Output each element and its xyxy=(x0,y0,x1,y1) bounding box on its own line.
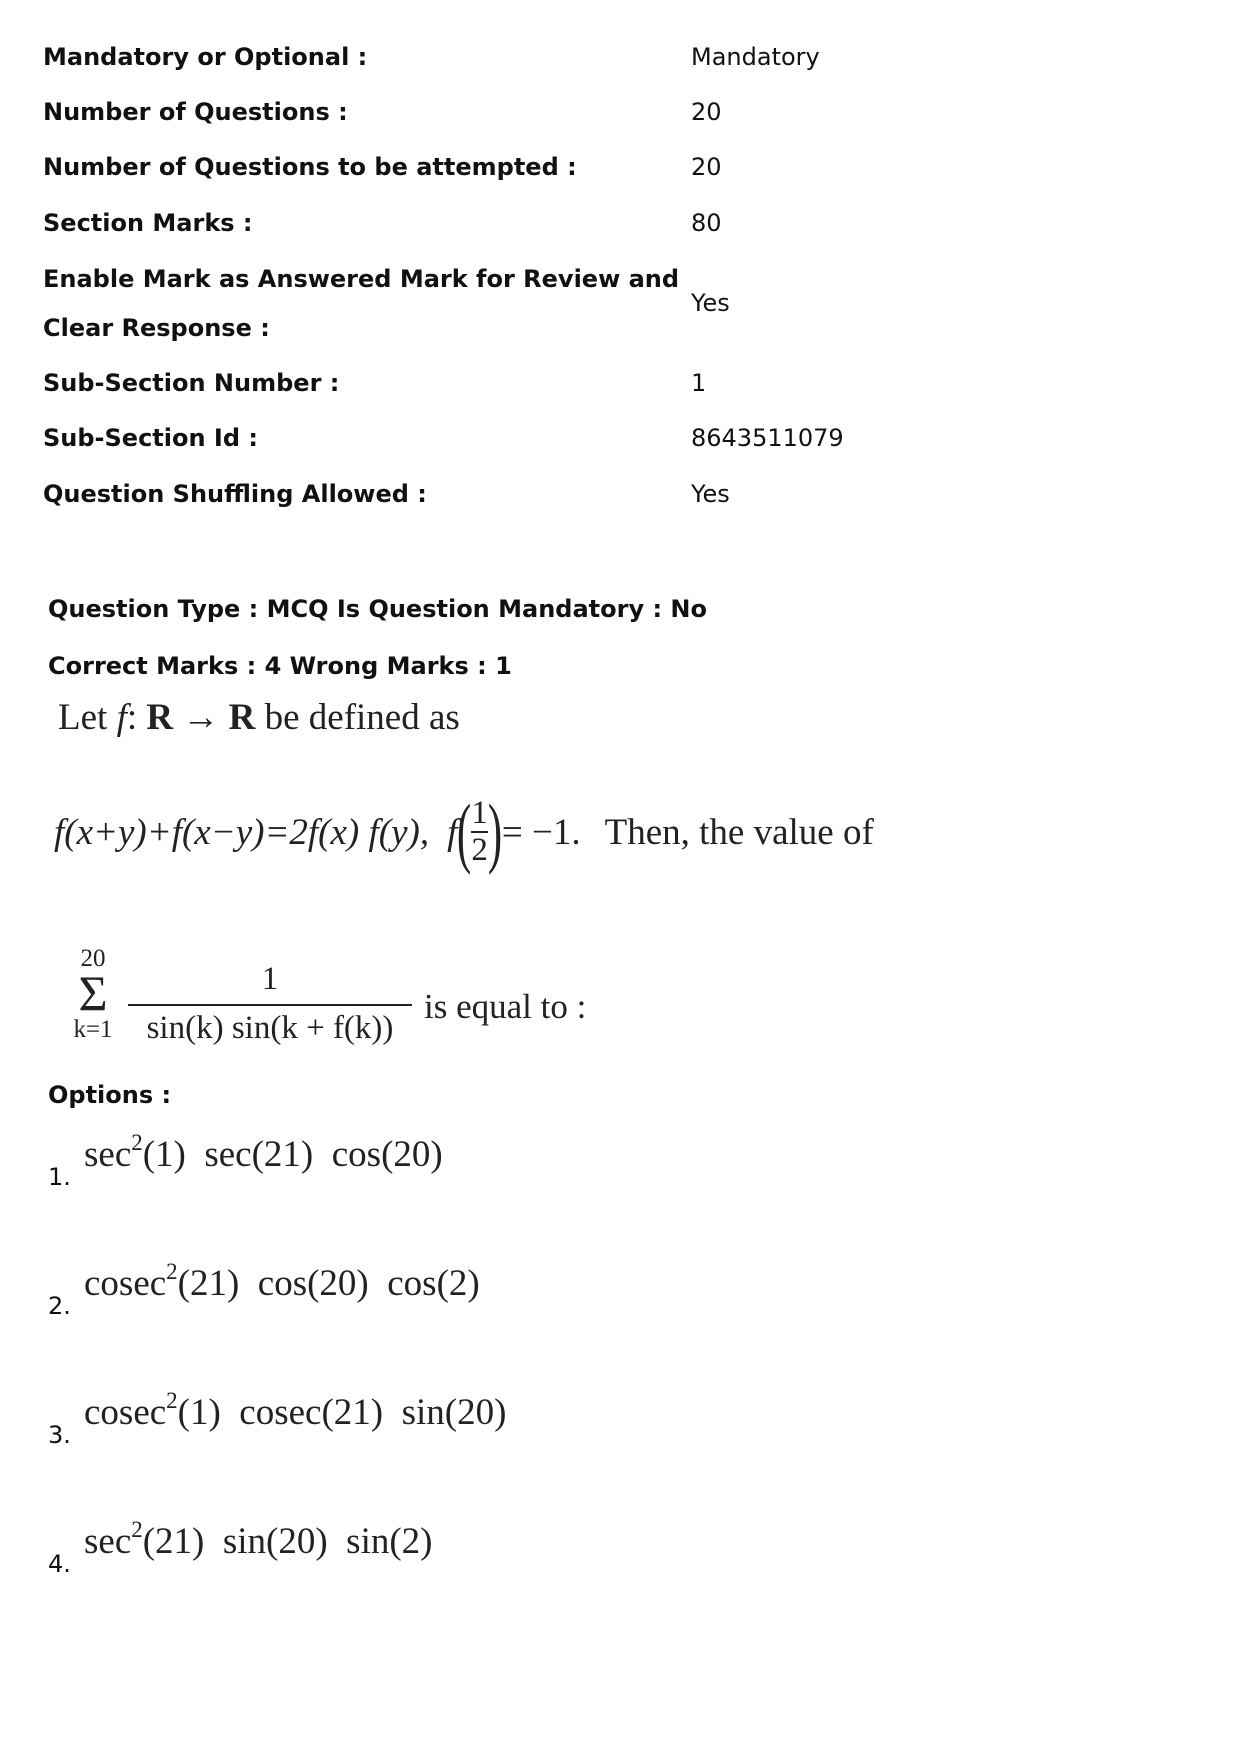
sum-lower-limit: k=1 xyxy=(73,1016,113,1043)
summation xyxy=(62,946,124,1046)
sum-fraction xyxy=(128,958,412,1050)
question-marks-line: Correct Marks : 4 Wrong Marks : 1 xyxy=(48,652,512,680)
option-rest: (1) sec(21) cos(20) xyxy=(142,1134,443,1175)
option-expression xyxy=(84,1258,480,1306)
option-number: 4. xyxy=(48,1550,71,1578)
option-fn: sec xyxy=(84,1134,132,1175)
info-value-subsection-id: 8643511079 xyxy=(691,424,844,452)
stem-colon: : xyxy=(126,697,138,738)
stem-domain: R xyxy=(146,697,174,738)
option-number: 1. xyxy=(48,1163,71,1191)
info-label-mandatory: Mandatory or Optional : xyxy=(43,43,368,71)
stem-then: Then, the value of xyxy=(604,811,874,853)
stem-defined-as: be defined as xyxy=(264,697,460,738)
half-numerator: 1 xyxy=(471,795,488,832)
fraction-half xyxy=(471,796,488,867)
info-label-subsection-number: Sub-Section Number : xyxy=(43,369,340,397)
option-number: 3. xyxy=(48,1421,71,1449)
question-type-line: Question Type : MCQ Is Question Mandatory : No xyxy=(48,595,707,623)
info-value-section-marks: 80 xyxy=(691,209,722,237)
f-half-value: = −1. xyxy=(501,811,581,853)
f-of-half-f: f xyxy=(447,811,458,853)
stem-f: f xyxy=(116,697,127,738)
option-rest: (21) cos(20) cos(2) xyxy=(177,1263,480,1304)
option-number: 2. xyxy=(48,1292,71,1320)
info-value-shuffling: Yes xyxy=(691,480,730,508)
info-value-enable-mark: Yes xyxy=(691,289,730,317)
info-label-enable-mark-line1: Enable Mark as Answered Mark for Review and xyxy=(43,265,680,293)
info-label-enable-mark-line2: Clear Response : xyxy=(43,314,270,342)
stem-codomain: R xyxy=(228,697,256,738)
sum-symbol: Σ xyxy=(78,965,108,1021)
info-label-num-questions: Number of Questions : xyxy=(43,98,348,126)
options-label: Options : xyxy=(48,1081,172,1109)
functional-equation: f(x+y)+f(x−y)=2f(x) f(y), xyxy=(54,811,430,853)
sum-upper-limit: 20 xyxy=(80,945,106,972)
option-fn: sec xyxy=(84,1521,132,1562)
option-exponent: 2 xyxy=(131,1129,143,1155)
sum-denominator: sin(k) sin(k + f(k)) xyxy=(146,1010,394,1046)
option-exponent: 2 xyxy=(166,1258,178,1284)
option-expression xyxy=(84,1129,443,1177)
stem-arrow: → xyxy=(182,697,220,738)
question-stem-line2 xyxy=(54,782,874,882)
option-rest: (21) sin(20) sin(2) xyxy=(142,1521,433,1562)
right-paren: ) xyxy=(487,788,503,875)
stem-let: Let xyxy=(58,697,108,738)
info-label-shuffling: Question Shuffling Allowed : xyxy=(43,480,427,508)
info-value-subsection-number: 1 xyxy=(691,369,707,397)
stem-is-equal-to: is equal to : xyxy=(424,987,587,1026)
half-denominator: 2 xyxy=(471,832,488,868)
option-expression xyxy=(84,1387,507,1435)
option-fn: cosec xyxy=(84,1263,167,1304)
info-label-num-attempted: Number of Questions to be attempted : xyxy=(43,153,577,181)
option-exponent: 2 xyxy=(131,1516,143,1542)
info-label-subsection-id: Sub-Section Id : xyxy=(43,424,258,452)
question-stem-line1 xyxy=(58,694,460,742)
info-value-num-questions: 20 xyxy=(691,98,722,126)
info-label-section-marks: Section Marks : xyxy=(43,209,253,237)
option-rest: (1) cosec(21) sin(20) xyxy=(177,1392,507,1433)
option-exponent: 2 xyxy=(166,1387,178,1413)
option-fn: cosec xyxy=(84,1392,167,1433)
left-paren: ( xyxy=(457,788,472,875)
info-value-mandatory: Mandatory xyxy=(691,43,820,71)
sum-numerator: 1 xyxy=(128,958,412,1006)
option-expression xyxy=(84,1516,433,1564)
info-value-num-attempted: 20 xyxy=(691,153,722,181)
